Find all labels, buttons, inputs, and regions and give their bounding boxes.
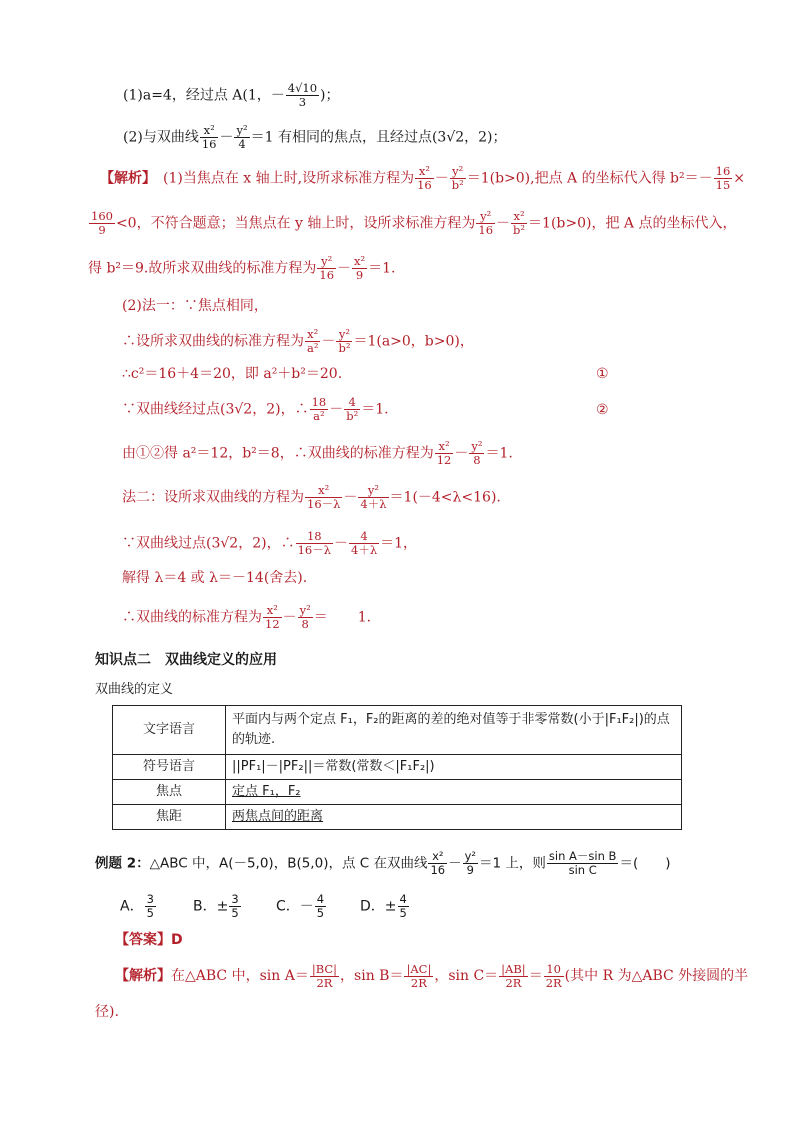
frac: $\frac{\text{x²}}{\text{b²}}$ [513, 209, 526, 237]
table-head-cell: 文字语言 [113, 706, 226, 755]
frac: $\frac{16}{15}$ [715, 164, 731, 192]
focal-distance: 两焦点间的距离 [232, 809, 324, 824]
frac: $\frac{\text{y²}}{4+\lambda}$ [360, 483, 387, 511]
option-b[interactable]: B．± $\frac{3}{5}$ [193, 892, 239, 920]
table-row [113, 805, 682, 830]
frac: $\frac{\text{x²}}{12}$ [265, 603, 280, 631]
frac: $\frac{18}{16-\lambda}$ [297, 529, 331, 557]
solution-line-3: 得 b²＝9.故所求双曲线的标准方程为 $\frac{\text{y²}}{16}$ － $\frac{\text{x²}}{9}$ ＝1. [88, 254, 396, 282]
frac: $\frac{\text{y²}}{9}$ [464, 849, 477, 877]
marker-2: ② [596, 402, 609, 418]
method-2-line-4: ∴双曲线的标准方程为 $\frac{\text{x²}}{12}$ － $\frac{\text{y²}}{8}$ ＝ 1. [122, 603, 372, 631]
focus-points: 定点 F₁，F₂ [232, 784, 301, 799]
frac: $\frac{\text{sin A－sin B}}{\text{sin C}}$ [548, 849, 617, 877]
table-head-cell: 符号语言 [113, 755, 226, 780]
example-2-solution-line-1: 【解析】在△ABC 中，sin A＝ $\frac{|BC|}{2R}$ ，sin B＝ $\frac{|AC|}{2R}$ ，sin C＝ $\frac{|AB|}{2R}$ ＝ $\frac{10}{2R}$ (其中 R 为△ABC 外接圆的半 [115, 961, 749, 990]
example-2-solution-line-2: 径). [95, 1004, 119, 1020]
method-2-line-2: ∵双曲线过点(3√2，2)，∴ $\frac{18}{16-\lambda}$ － $\frac{4}{4+\lambda}$ ＝1， [122, 529, 418, 557]
marker-1: ① [596, 366, 609, 382]
q1-text: a=4，经过点 A [142, 87, 243, 104]
frac: $\frac{\text{x²}}{\text{a²}}$ [307, 327, 319, 355]
table-body-cell: 平面内与两个定点 F₁，F₂的距离的差的绝对值等于非零常数(小于|F₁F₂|)的点的轨迹. [226, 706, 682, 755]
option-a[interactable]: A． $\frac{3}{5}$ [120, 892, 154, 920]
frac: $\frac{\text{y²}}{\text{b²}}$ [451, 164, 464, 192]
table-head-cell: 焦距 [113, 805, 226, 830]
frac: $\frac{\text{x²}}{9}$ [354, 254, 366, 282]
section-subtitle: 双曲线的定义 [95, 682, 174, 697]
q2-rest: ＝1 有相同的焦点，且经过点(3√2，2)； [250, 129, 507, 146]
frac: $\frac{\text{y²}}{8}$ [299, 603, 311, 631]
frac: $\frac{\text{y²}}{8}$ [471, 439, 483, 467]
frac: $\frac{4}{4+\lambda}$ [351, 529, 378, 557]
method-2-line-1: 法二：设所求双曲线的方程为 $\frac{\text{x²}}{16-\lambda}$ － $\frac{\text{y²}}{4+\lambda}$ ＝1(－4<λ<16). [122, 483, 501, 511]
table-row [113, 780, 682, 805]
q1-fraction: $\frac{4√10}{3}$ [287, 81, 318, 109]
frac: $\frac{\text{x²}}{16}$ [430, 849, 446, 877]
method-1-line-5: 由①②得 a²＝12，b²＝8，∴双曲线的标准方程为 $\frac{\text{x²}}{12}$ － $\frac{\text{y²}}{8}$ ＝1. [122, 439, 513, 467]
q2-frac-y: $\frac{\text{y²}}{4}$ [236, 123, 248, 151]
frac: $\frac{\text{y²}}{16}$ [478, 209, 494, 237]
section-title: 知识点二 双曲线定义的应用 [95, 652, 277, 668]
frac: $\frac{160}{9}$ [91, 209, 113, 237]
solution-tag: 【解析】 [100, 170, 149, 187]
question-1 [123, 82, 340, 109]
option-c[interactable]: C．－ $\frac{4}{5}$ [276, 892, 325, 920]
q2-frac-x: $\frac{\text{x²}}{16}$ [201, 123, 217, 151]
frac: $\frac{\text{x²}}{16}$ [417, 164, 432, 192]
table-head-cell: 焦点 [113, 780, 226, 805]
table-row [113, 755, 682, 780]
q1-close: )； [320, 87, 340, 104]
q1-label: (1) [123, 87, 143, 104]
question-2: (2)与双曲线 $\frac{\text{x²}}{16}$ － $\frac{\text{y²}}{4}$ ＝1 有相同的焦点，且经过点(3√2，2)； [123, 123, 507, 151]
frac: $\frac{\text{y²}}{\text{b²}}$ [338, 327, 351, 355]
frac: $\frac{4}{\text{b²}}$ [346, 395, 359, 423]
answer-value: D [171, 932, 183, 948]
solution-line-2: $\frac{160}{9}$ <0，不符合题意；当焦点在 y 轴上时，设所求标准方程为 $\frac{\text{y²}}{16}$ － $\frac{\text{x²}}{\text{b²}}$ ＝1(b>0)，把 A 点的坐标代入， [91, 209, 737, 237]
q1-point: (1，－ [242, 87, 285, 104]
method-1-line-3: ∴c²＝16＋4＝20，即 a²＋b²＝20. [122, 366, 343, 382]
example-2: 例题 2：△ABC 中，A(－5,0)，B(5,0)，点 C 在双曲线 $\frac{\text{x²}}{16}$ － $\frac{\text{y²}}{9}$ ＝1 上，则 $\frac{\text{sin A－sin B}}{\text{sin C}}$ ＝( ) [95, 849, 671, 877]
method-1-line-2: ∴设所求双曲线的标准方程为 $\frac{\text{x²}}{\text{a²}}$ － $\frac{\text{y²}}{\text{b²}}$ ＝1(a>0，b>0)， [122, 327, 474, 355]
method-2-line-3: 解得 λ＝4 或 λ＝－14(舍去). [122, 570, 308, 586]
method-1-line-4: ∵双曲线经过点(3√2，2)，∴ $\frac{18}{\text{a²}}$ － $\frac{4}{\text{b²}}$ ＝1. [122, 395, 389, 423]
q2-label: (2)与双曲线 [123, 129, 199, 146]
table-body-cell [226, 805, 682, 830]
option-d[interactable]: D．± $\frac{4}{5}$ [360, 892, 407, 920]
frac: $\frac{\text{x²}}{12}$ [436, 439, 452, 467]
definition-table [112, 705, 682, 830]
table-row [113, 706, 682, 755]
table-body-cell [226, 780, 682, 805]
answer: 【答案】D [115, 932, 183, 948]
table-body-cell: ||PF₁|－|PF₂||＝常数(常数＜|F₁F₂|) [226, 755, 682, 780]
example-label: 例题 2： [95, 855, 150, 872]
solution-line-1: 【解析】 (1)当焦点在 x 轴上时,设所求标准方程为 $\frac{\text{x²}}{16}$ － $\frac{\text{y²}}{\text{b²}}$ ＝1(b>0),把点 A 的坐标代入得 b²＝－ $\frac{16}{15}$ × [100, 164, 745, 192]
frac: $\frac{18}{\text{a²}}$ [311, 395, 327, 423]
method-1-intro: (2)法一：∵焦点相同， [122, 298, 268, 314]
frac: $\frac{\text{y²}}{16}$ [319, 254, 335, 282]
frac: $\frac{\text{x²}}{16-\lambda}$ [307, 483, 341, 511]
